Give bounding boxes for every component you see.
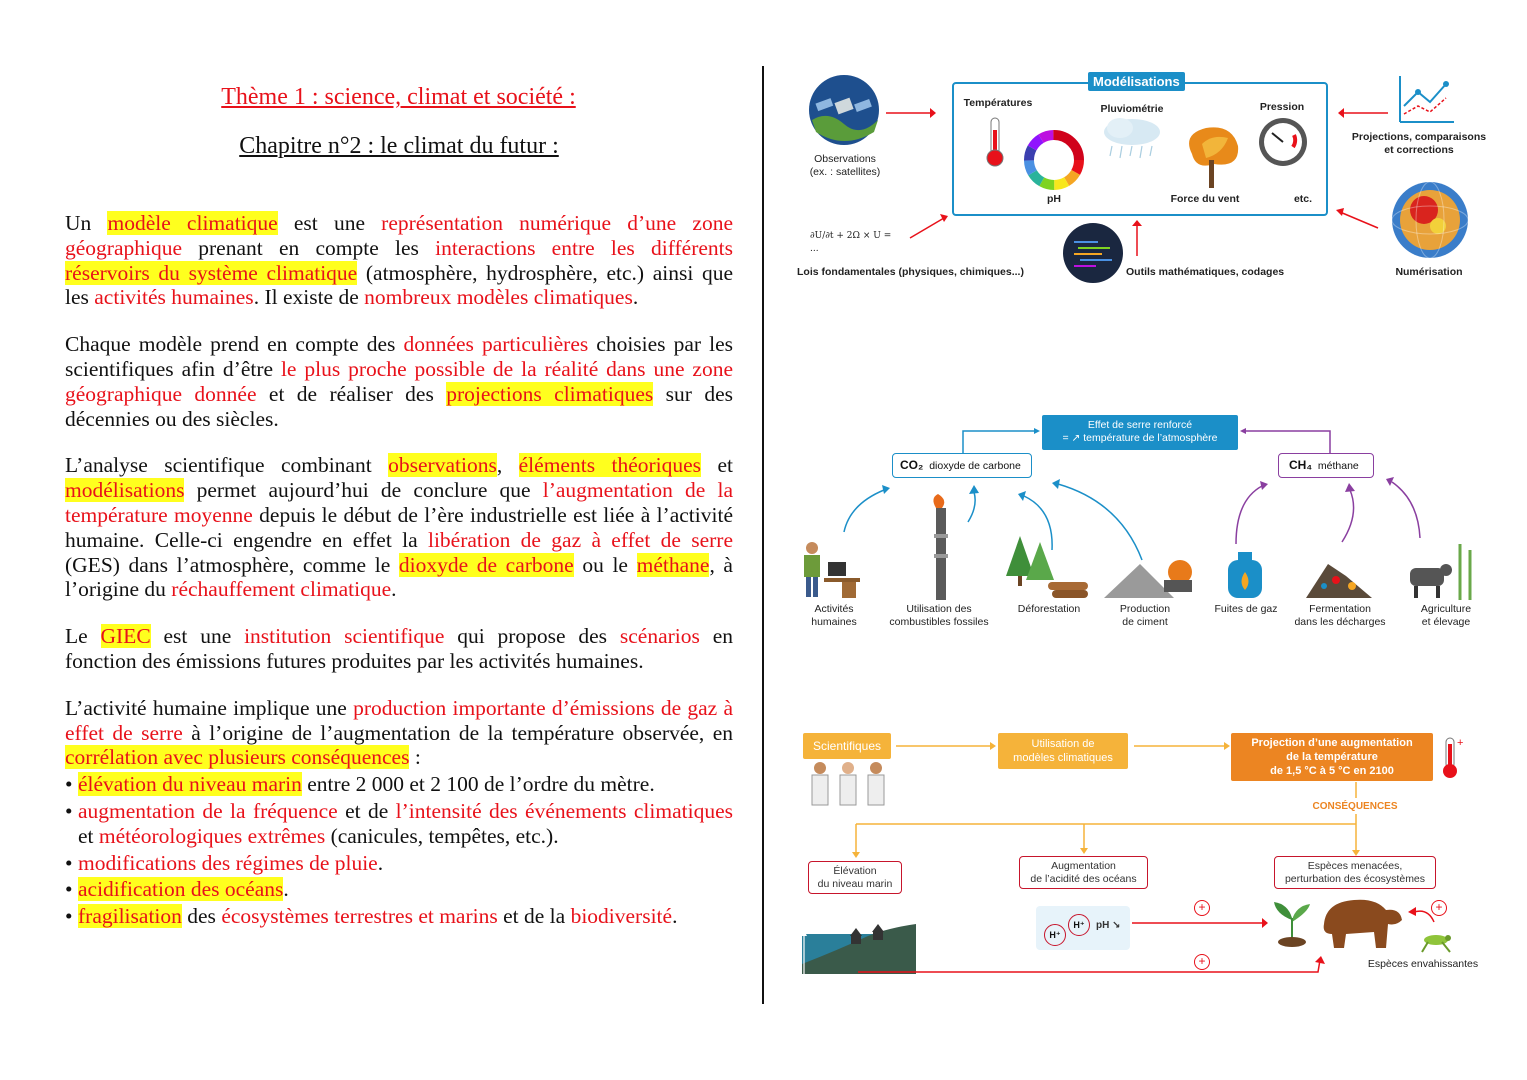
pressure-gauge-icon: [1258, 117, 1308, 167]
especes-line2: perturbation des écosystèmes: [1284, 873, 1426, 885]
smokestack-icon: [924, 494, 958, 600]
equation: ∂U/∂t + 2Ω × U = ...: [810, 231, 892, 254]
pression-label: Pression: [1259, 101, 1305, 113]
projection-line2: de la température: [1286, 751, 1378, 763]
src-ciment: [1106, 603, 1184, 629]
especes-line1: Espèces menacées,: [1307, 860, 1403, 872]
arrow-right-icon: [1132, 916, 1268, 930]
projections-label: Projections, comparaisons: [1351, 131, 1487, 143]
projection-box: [1231, 733, 1433, 781]
arrow-bottom-icon: [858, 956, 1328, 978]
acidite-line1: Augmentation: [1051, 860, 1116, 872]
temperatures-label: Températures: [963, 97, 1033, 109]
src-fermentation-line1: Fermentation: [1309, 603, 1371, 615]
thermometer-icon: [984, 116, 1006, 168]
co2-formula: CO₂: [900, 458, 924, 472]
lois-label: Lois fondamentales (physiques, chimiques...): [797, 266, 1024, 278]
src-combustibles-line2: combustibles fossiles: [889, 616, 989, 628]
arrow-right-icon: [886, 106, 936, 120]
observations-sub-label: (ex. : satellites): [809, 166, 881, 178]
projection-line1: Projection d’une augmentation: [1251, 737, 1413, 749]
list-item: • fragilisation des écosystèmes terrestres et marins et de la biodiversité.: [65, 904, 733, 929]
ph-down-label: pH ↘: [1096, 920, 1121, 931]
src-activites: [796, 603, 872, 629]
human-activity-icon: [798, 538, 866, 600]
plant-icon: [1272, 900, 1312, 948]
paragraph-4: Le GIEC est une institution scientifique qui propose des scénarios en fonction des émissions futures produites par les activités humaines.: [65, 624, 733, 673]
plus-badge: +: [1431, 900, 1447, 916]
modeles-line1: Utilisation de: [1031, 738, 1095, 750]
effet-serre-box: [1042, 415, 1238, 450]
arrow-left-icon: [1338, 106, 1388, 120]
paragraph-2: Chaque modèle prend en compte des données particulières choisies par les scientifiques afin d’être le plus proche possible de la réalité dans une zone géographique donnée et de réaliser des projections climatiques sur des décennies ou des siècles.: [65, 332, 733, 431]
plus-badge: +: [1194, 900, 1210, 916]
observations-label: Observations: [814, 153, 876, 165]
svg-text:+: +: [1457, 737, 1464, 749]
src-fermentation-line2: dans les décharges: [1294, 616, 1386, 628]
scientifiques-box: Scientifiques: [803, 733, 891, 759]
scientists-icon: [806, 760, 890, 806]
arrow-diagonal-icon: [1334, 208, 1380, 230]
line-chart-icon: [1396, 76, 1454, 124]
ph-wheel-icon: [1028, 134, 1080, 186]
theme-title: Thème 1 : science, climat et société :: [221, 84, 576, 110]
deforestation-icon: [1004, 536, 1090, 600]
ch4-connector-icon: [1240, 428, 1332, 454]
force-vent-label: Force du vent: [1170, 193, 1240, 205]
arrow-up-icon: [1130, 220, 1144, 256]
bear-icon: [1316, 894, 1406, 950]
src-ciment-line1: Production: [1119, 603, 1171, 615]
h-ion-2: H⁺: [1068, 914, 1090, 936]
agriculture-icon: [1408, 540, 1480, 602]
src-ciment-line2: de ciment: [1122, 616, 1168, 628]
text-column: [65, 84, 733, 929]
modeles-box: [998, 733, 1128, 769]
consequences-label: CONSÉQUENCES: [1312, 801, 1398, 812]
src-agriculture: [1408, 603, 1484, 629]
wind-tree-icon: [1182, 124, 1240, 190]
arrow-right-icon: [1134, 740, 1230, 752]
src-deforestation: Déforestation: [1017, 603, 1081, 615]
effet-serre-line1: Effet de serre renforcé: [1087, 419, 1193, 431]
acidite-box: [1019, 856, 1148, 889]
co2-connector-icon: [962, 428, 1040, 454]
co2-box: [892, 453, 1032, 478]
code-screen-icon: [1062, 222, 1124, 284]
elevation-box: [808, 861, 902, 894]
ocean-ions: [1036, 906, 1130, 950]
arrow-diagonal-icon: [908, 214, 950, 240]
rain-cloud-icon: [1100, 116, 1164, 162]
numerisation-label: Numérisation: [1395, 266, 1463, 278]
src-combustibles-line1: Utilisation des: [906, 603, 972, 615]
column-divider: [762, 66, 764, 1004]
especes-box: [1274, 856, 1436, 889]
src-combustibles: [876, 603, 1002, 629]
thermometer-up-icon: [1440, 736, 1464, 780]
h-ion-1: H⁺: [1044, 924, 1066, 946]
grasshopper-icon: [1420, 928, 1456, 954]
src-agriculture-line2: et élevage: [1421, 616, 1471, 628]
paragraph-5: L’activité humaine implique une production importante d’émissions de gaz à effet de serre à l’origine de l’augmentation de la température observée, en corrélation avec plusieurs conséquences :: [65, 695, 733, 770]
envahissantes-label: Espèces envahissantes: [1367, 958, 1479, 970]
pluviometrie-label: Pluviométrie: [1100, 103, 1164, 115]
list-item: • élévation du niveau marin entre 2 000 et 2 100 de l’ordre du mètre.: [65, 772, 733, 797]
arrow-right-icon: [896, 740, 996, 752]
ch4-box: [1278, 453, 1374, 478]
src-gaz: Fuites de gaz: [1214, 603, 1278, 615]
satellite-icon: [808, 74, 880, 146]
ph-label: pH: [1047, 193, 1061, 205]
list-item: • modifications des régimes de pluie.: [65, 851, 733, 876]
effet-serre-line2: = ↗ température de l’atmosphère: [1062, 432, 1218, 444]
etc-label: etc.: [1293, 193, 1313, 205]
src-agriculture-line1: Agriculture: [1420, 603, 1472, 615]
ch4-formula: CH₄: [1289, 458, 1313, 472]
connector-line: [1352, 782, 1360, 798]
ch4-sources-arrows: [1232, 478, 1428, 548]
paragraph-3: L’analyse scientifique combinant observations, éléments théoriques et modélisations permet aujourd’hui de conclure que l’augmentation de la température moyenne depuis le début de l’ère industrielle est liée à l’activité humaine. Celle-ci engendre en effet la libération de gaz à effet de serre (GES) dans l’atmosphère, comme le dioxyde de carbone ou le méthane, à l’origine du réchauffement climatique.: [65, 453, 733, 602]
elevation-line2: du niveau marin: [817, 878, 893, 890]
gas-bottle-icon: [1224, 552, 1266, 600]
consequences-list: [65, 772, 733, 929]
elevation-line1: Élévation: [833, 865, 877, 877]
ch4-label: méthane: [1317, 460, 1359, 472]
projections-label-2: et corrections: [1384, 144, 1454, 156]
acidite-line2: de l’acidité des océans: [1030, 873, 1137, 885]
modelisations-tag: Modélisations: [1088, 72, 1185, 91]
list-item: • augmentation de la fréquence et de l’intensité des événements climatiques et météorologiques extrêmes (canicules, tempêtes, etc.).: [65, 799, 733, 849]
paragraph-1: Un modèle climatique est une représentation numérique d’une zone géographique prenant en compte les interactions entre les différents réservoirs du système climatique (atmosphère, hydrosphère, etc.) ainsi que les activités humaines. Il existe de nombreux modèles climatiques.: [65, 211, 733, 310]
consequences-branches: [852, 814, 1360, 860]
src-fermentation: [1288, 603, 1392, 629]
projection-line3: de 1,5 °C à 5 °C en 2100: [1270, 765, 1394, 777]
plus-badge: +: [1194, 954, 1210, 970]
src-activites-line1: Activités: [814, 603, 854, 615]
src-activites-line2: humaines: [811, 616, 857, 628]
modeles-line2: modèles climatiques: [1013, 752, 1113, 764]
co2-label: dioxyde de carbone: [929, 460, 1021, 472]
cement-pile-icon: [1104, 554, 1196, 600]
chapter-title: Chapitre n°2 : le climat du futur :: [239, 133, 559, 159]
landfill-icon: [1306, 552, 1372, 600]
co2-sources-arrows: [840, 482, 1160, 562]
globe-model-icon: [1388, 180, 1472, 260]
list-item: • acidification des océans.: [65, 877, 733, 902]
outils-label: Outils mathématiques, codages: [1126, 266, 1285, 278]
